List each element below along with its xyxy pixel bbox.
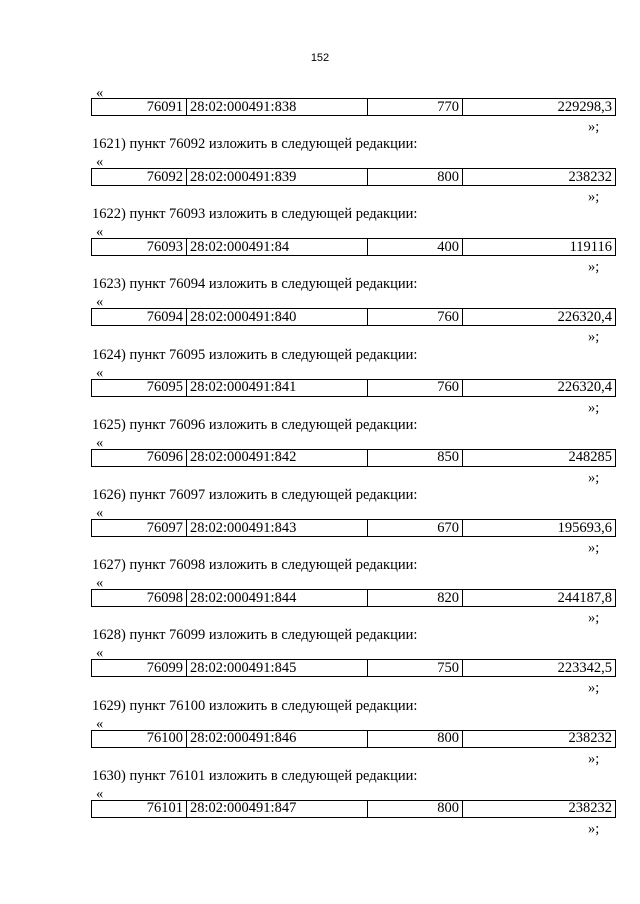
open-quote: «: [96, 505, 104, 521]
close-quote: »;: [588, 469, 600, 486]
amendment-heading: 1628) пункт 76099 изложить в следующей редакции:: [92, 627, 418, 644]
close-quote: »;: [588, 259, 600, 276]
cadastral-number: 28:02:000491:839: [187, 169, 368, 186]
cost-value: 226320,4: [463, 379, 616, 396]
amendment-heading: 1624) пункт 76095 изложить в следующей редакции:: [92, 346, 418, 363]
cadastral-number: 28:02:000491:847: [187, 800, 368, 817]
open-quote: «: [96, 785, 104, 802]
open-quote: «: [96, 224, 104, 241]
close-quote: »;: [588, 399, 600, 416]
cost-value: 229298,3: [463, 99, 616, 116]
cadastral-number: 28:02:000491:845: [187, 660, 368, 677]
cadastral-number: 28:02:000491:841: [187, 379, 368, 396]
cost-value: 238232: [463, 169, 616, 186]
cost-value: 226320,4: [463, 309, 616, 326]
amendment-heading: 1622) пункт 76093 изложить в следующей редакции:: [92, 206, 418, 223]
close-quote: »;: [588, 820, 600, 837]
close-quote: »;: [588, 750, 600, 767]
cadastral-number: 28:02:000491:844: [187, 590, 368, 607]
item-id: 76098: [92, 590, 187, 607]
item-id: 76091: [92, 99, 187, 116]
area-value: 670: [368, 520, 463, 537]
item-id: 76094: [92, 309, 187, 326]
table-row: [91, 98, 616, 116]
item-id: 76093: [92, 239, 187, 256]
cost-value: 248285: [463, 449, 616, 466]
cadastral-number: 28:02:000491:846: [187, 730, 368, 747]
amendment-heading: 1629) пункт 76100 изложить в следующей редакции:: [92, 697, 418, 714]
open-quote: «: [96, 645, 104, 662]
close-quote: »;: [588, 540, 600, 556]
area-value: 800: [368, 800, 463, 817]
area-value: 760: [368, 379, 463, 396]
cadastral-number: 28:02:000491:842: [187, 449, 368, 466]
cost-value: 238232: [463, 800, 616, 817]
amendment-heading: 1623) пункт 76094 изложить в следующей редакции:: [92, 276, 418, 293]
page-number: 152: [310, 52, 330, 64]
area-value: 400: [368, 239, 463, 256]
table-row: [91, 379, 616, 397]
cost-value: 223342,5: [463, 660, 616, 677]
open-quote: «: [96, 434, 104, 451]
amendment-heading: 1630) пункт 76101 изложить в следующей редакции:: [92, 767, 418, 784]
table-row: [91, 589, 616, 607]
area-value: 760: [368, 309, 463, 326]
table-row: [91, 238, 616, 256]
area-value: 750: [368, 660, 463, 677]
close-quote: »;: [588, 189, 600, 205]
table-row: [91, 519, 616, 537]
item-id: 76092: [92, 169, 187, 186]
table-row: [91, 659, 616, 677]
cost-value: 238232: [463, 730, 616, 747]
amendment-heading: 1625) пункт 76096 изложить в следующей редакции:: [92, 416, 418, 433]
table-row: [91, 308, 616, 326]
area-value: 770: [368, 99, 463, 116]
close-quote: »;: [588, 680, 600, 697]
cadastral-number: 28:02:000491:843: [187, 520, 368, 537]
table-row: [91, 449, 616, 467]
area-value: 820: [368, 590, 463, 607]
cadastral-number: 28:02:000491:838: [187, 99, 368, 116]
table-row: [91, 730, 616, 748]
close-quote: »;: [588, 610, 600, 627]
amendment-heading: 1626) пункт 76097 изложить в следующей редакции:: [92, 487, 418, 503]
open-quote: «: [96, 575, 104, 592]
cadastral-number: 28:02:000491:840: [187, 309, 368, 326]
open-quote: «: [96, 85, 104, 101]
open-quote: «: [96, 715, 104, 732]
open-quote: «: [96, 154, 104, 170]
item-id: 76095: [92, 379, 187, 396]
cost-value: 244187,8: [463, 590, 616, 607]
amendment-heading: 1627) пункт 76098 изложить в следующей редакции:: [92, 557, 418, 574]
close-quote: »;: [588, 329, 600, 346]
item-id: 76096: [92, 449, 187, 466]
open-quote: «: [96, 364, 104, 381]
close-quote: »;: [588, 119, 600, 135]
item-id: 76097: [92, 520, 187, 537]
area-value: 850: [368, 449, 463, 466]
table-row: [91, 800, 616, 818]
amendment-heading: 1621) пункт 76092 изложить в следующей редакции:: [92, 136, 418, 152]
cadastral-number: 28:02:000491:84: [187, 239, 368, 256]
cost-value: 195693,6: [463, 520, 616, 537]
open-quote: «: [96, 294, 104, 311]
item-id: 76100: [92, 730, 187, 747]
area-value: 800: [368, 169, 463, 186]
table-row: [91, 168, 616, 186]
item-id: 76099: [92, 660, 187, 677]
item-id: 76101: [92, 800, 187, 817]
cost-value: 119116: [463, 239, 616, 256]
area-value: 800: [368, 730, 463, 747]
